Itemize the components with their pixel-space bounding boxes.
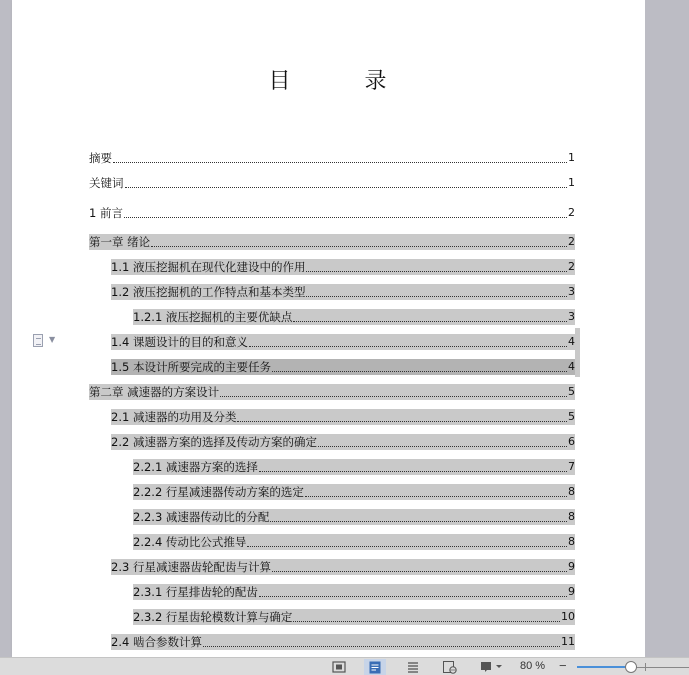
zoom-out-button[interactable]: − xyxy=(559,658,567,673)
toc-page-number: 2 xyxy=(568,260,575,273)
page-title: 目 录 xyxy=(268,69,413,94)
toc-page-number: 5 xyxy=(568,410,575,423)
toc-leader-dots xyxy=(259,471,567,472)
toc-entry-label: 关键词 xyxy=(89,176,124,190)
toc-entry-label: 2.2 减速器方案的选择及传动方案的确定 xyxy=(111,435,317,449)
toc-leader-dots xyxy=(259,596,567,597)
toc-entry[interactable] xyxy=(111,259,575,275)
toc-entry-label: 2.1 减速器的功用及分类 xyxy=(111,410,237,424)
toc-leader-dots xyxy=(220,396,567,397)
toc-entry[interactable] xyxy=(111,409,575,425)
toc-entry-label: 2.2.4 传动比公式推导 xyxy=(133,535,247,549)
toc-page-number: 3 xyxy=(568,285,575,298)
toc-page-number: 1 xyxy=(568,176,575,189)
toc-page-number: 1 xyxy=(568,151,575,164)
toc-entry[interactable] xyxy=(133,534,575,550)
toc-entry-label: 第二章 减速器的方案设计 xyxy=(89,385,220,399)
toc-leader-dots xyxy=(237,421,567,422)
toc-leader-dots xyxy=(113,162,567,163)
zoom-slider-fill xyxy=(577,666,631,668)
zoom-level-label[interactable]: 80 % xyxy=(520,660,546,672)
toc-entry-label: 1.4 课题设计的目的和意义 xyxy=(111,335,248,349)
toc-page-number: 3 xyxy=(568,310,575,323)
toc-entry-label: 1.2.1 液压挖掘机的主要优缺点 xyxy=(133,310,293,324)
toc-entry[interactable] xyxy=(133,584,575,600)
outline-view-icon[interactable] xyxy=(402,659,424,675)
toc-leader-dots xyxy=(293,621,560,622)
toc-entry-label: 2.4 啮合参数计算 xyxy=(111,635,202,649)
toc-entry[interactable] xyxy=(89,175,575,191)
web-view-icon[interactable] xyxy=(439,659,461,675)
selection-highlight xyxy=(575,328,580,377)
toc-entry-label: 1.1 液压挖掘机在现代化建设中的作用 xyxy=(111,260,306,274)
toc-page-number: 6 xyxy=(568,435,575,448)
toc-entry[interactable] xyxy=(133,459,575,475)
toc-page-number: 8 xyxy=(568,510,575,523)
toc-entry[interactable] xyxy=(89,205,575,221)
right-margin-area xyxy=(645,0,689,657)
toc-leader-dots xyxy=(293,321,567,322)
toc-entry[interactable] xyxy=(133,484,575,500)
document-page[interactable] xyxy=(12,0,645,657)
toc-entry[interactable] xyxy=(111,284,575,300)
toc-page-number: 9 xyxy=(568,585,575,598)
toc-page-number: 5 xyxy=(568,385,575,398)
toc-leader-dots xyxy=(306,271,567,272)
toc-entry-label: 1 前言 xyxy=(89,206,123,220)
zoom-slider-thumb[interactable] xyxy=(625,661,637,673)
toc-leader-dots xyxy=(125,187,568,188)
toc-page-number: 4 xyxy=(568,335,575,348)
toc-entry[interactable] xyxy=(89,234,575,250)
toc-page-number: 7 xyxy=(568,460,575,473)
toc-entry-label: 1.5 本设计所要完成的主要任务 xyxy=(111,360,271,374)
toc-entry[interactable] xyxy=(111,434,575,450)
toc-leader-dots xyxy=(249,346,567,347)
toc-leader-dots xyxy=(247,546,567,547)
toc-leader-dots xyxy=(151,246,567,247)
toc-entry[interactable] xyxy=(133,509,575,525)
toc-entry-label: 2.3 行星减速器齿轮配齿与计算 xyxy=(111,560,271,574)
toc-entry[interactable] xyxy=(111,634,575,650)
toc-entry[interactable] xyxy=(89,150,575,166)
toc-leader-dots xyxy=(305,496,567,497)
toc-leader-dots xyxy=(124,217,567,218)
toc-entry-label: 第一章 绪论 xyxy=(89,235,151,249)
toc-page-number: 4 xyxy=(568,360,575,373)
toc-entry[interactable] xyxy=(133,309,575,325)
toc-entry-label: 1.2 液压挖掘机的工作特点和基本类型 xyxy=(111,285,306,299)
toc-page-number: 8 xyxy=(568,485,575,498)
reading-mode-icon[interactable] xyxy=(476,659,506,675)
toc-leader-dots xyxy=(272,371,567,372)
toc-entry[interactable] xyxy=(89,384,575,400)
toc-leader-dots xyxy=(306,296,567,297)
toc-entry[interactable] xyxy=(111,559,575,575)
toc-entry-label: 2.3.2 行星齿轮模数计算与确定 xyxy=(133,610,293,624)
toc-entry-label: 2.2.3 减速器传动比的分配 xyxy=(133,510,270,524)
toc-entry-label: 2.3.1 行星排齿轮的配齿 xyxy=(133,585,258,599)
toc-leader-dots xyxy=(270,521,567,522)
toc-page-number: 10 xyxy=(561,610,575,623)
status-bar xyxy=(0,657,689,675)
toc-entry[interactable] xyxy=(133,609,575,625)
toc-entry-label: 2.2.1 减速器方案的选择 xyxy=(133,460,258,474)
page-view-icon[interactable] xyxy=(364,659,386,675)
toc-page-number: 11 xyxy=(561,635,575,648)
toc-entry-label: 2.2.2 行星减速器传动方案的选定 xyxy=(133,485,304,499)
toc-page-number: 8 xyxy=(568,535,575,548)
toc-entry[interactable] xyxy=(111,359,575,375)
toc-page-number: 2 xyxy=(568,206,575,219)
toc-leader-dots xyxy=(272,571,567,572)
zoom-slider-tick xyxy=(645,663,646,671)
paragraph-layout-icon[interactable]: ▼ xyxy=(31,334,61,348)
toc-leader-dots xyxy=(203,646,560,647)
toc-entry-label: 摘要 xyxy=(89,151,112,165)
toc-page-number: 9 xyxy=(568,560,575,573)
toc-entry[interactable] xyxy=(111,334,575,350)
fullscreen-icon[interactable] xyxy=(328,659,350,675)
toc-leader-dots xyxy=(318,446,567,447)
toc-page-number: 2 xyxy=(568,235,575,248)
